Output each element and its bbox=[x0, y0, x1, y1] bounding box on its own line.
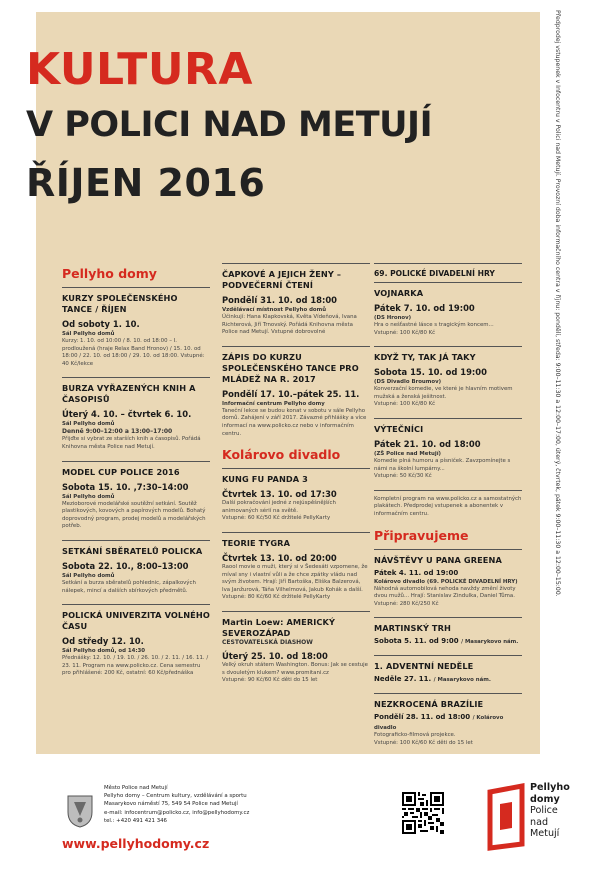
event-venue: Sál Pellyho domů bbox=[62, 493, 115, 500]
event-date: Pondělí 31. 10. od 18:00 bbox=[222, 295, 338, 305]
website-link[interactable]: www.pellyhodomy.cz bbox=[62, 836, 210, 851]
event-title: KURZY SPOLEČENSKÉHO TANCE / ŘÍJEN bbox=[62, 293, 178, 314]
event-title: 1. ADVENTNÍ NEDĚLE bbox=[374, 661, 474, 672]
event-venue: Informační centrum Pellyho domy bbox=[222, 400, 325, 407]
footer bbox=[36, 780, 570, 880]
event-date: Čtvrtek 13. 10. od 20:00 bbox=[222, 552, 337, 563]
divider bbox=[62, 461, 210, 462]
event-title: ZÁPIS DO KURZU SPOLEČENSKÉHO TANCE PRO MLÁDEŽ NA R. 2017 bbox=[222, 351, 359, 384]
address-block bbox=[104, 784, 304, 825]
divider bbox=[222, 468, 370, 469]
divider bbox=[374, 549, 522, 550]
event-text: Účinkují: Hana Klapkovská, Květa Vídeňová, Ivana Richterová, Jiří Trnovský. Pořádá Knihovna města Police nad Metují. Vstupné dobrovolné bbox=[222, 314, 357, 336]
event-item bbox=[222, 617, 370, 685]
event-item bbox=[62, 467, 210, 531]
event-date: Od soboty 1. 10. bbox=[62, 319, 140, 329]
divider bbox=[374, 418, 522, 419]
event-text: Náhodná automobilová nehoda navždy změní životy dvou mužů... Hrají: Stanislav Zindulka, Daniel Tůma. bbox=[374, 585, 516, 600]
event-item bbox=[374, 623, 522, 646]
event-title: MARTINSKÝ TRH bbox=[374, 623, 451, 634]
event-item bbox=[62, 293, 210, 368]
title-block bbox=[26, 44, 496, 212]
event-date: Čtvrtek 13. 10. od 17:30 bbox=[222, 489, 337, 500]
event-text: Setkání a burza sběratelů pohlednic, zápalkových nálepek, mincí a dalších sbírkových předmětů. bbox=[62, 579, 196, 594]
event-venue: Sál Pellyho domů bbox=[62, 331, 115, 337]
event-date-text: Neděle 27. 11. bbox=[374, 675, 432, 684]
event-item bbox=[374, 288, 522, 337]
address-line: Pellyho domy – Centrum kultury, vzdělávání a sportu bbox=[104, 793, 247, 800]
logo-line: nad bbox=[530, 816, 549, 828]
event-item bbox=[222, 538, 370, 602]
event-title: MODEL CUP POLICE 2016 bbox=[62, 466, 180, 477]
event-venue: Sál Pellyho domů bbox=[62, 572, 115, 579]
divider bbox=[374, 655, 522, 656]
event-venue: / Kolárovo divadlo bbox=[374, 715, 504, 732]
divider bbox=[222, 532, 370, 533]
event-title: VÝTEČNÍCI bbox=[374, 423, 424, 434]
title-town: V POLICI NAD METUJÍ bbox=[26, 105, 433, 145]
event-price: Vstupné: 100 Kč/80 Kč bbox=[374, 401, 436, 408]
address-line: e-mail: infocentrum@policko.cz, info@pellyhodomy.cz bbox=[104, 809, 250, 816]
logo-line: domy bbox=[530, 793, 560, 805]
divider bbox=[374, 282, 522, 283]
event-item bbox=[374, 555, 522, 609]
event-text: Přijďte si vybrat ze starších knih a časopisů. Pořádá Knihovna města Police nad Metují. bbox=[62, 436, 201, 450]
title-month: ŘÍJEN 2016 bbox=[26, 161, 266, 205]
event-item bbox=[374, 352, 522, 409]
logo-line: Metují bbox=[530, 828, 560, 839]
event-price: Vstupné: 280 Kč/250 Kč bbox=[374, 600, 439, 607]
event-venue: Sál Pellyho domů bbox=[62, 421, 115, 428]
event-text: Velký okruh státem Washington. Bonus: Jak se cestuje s dvouletým klukem? www.promitani.cz bbox=[222, 661, 368, 676]
event-venue: Vzdělávací místnost Pellyho domů bbox=[222, 307, 327, 313]
event-item bbox=[222, 474, 370, 523]
divider bbox=[62, 377, 210, 378]
event-date-text: Sobota 5. 11. od 9:00 bbox=[374, 637, 459, 646]
column-pellyho-domy bbox=[62, 260, 210, 687]
event-date: Od středy 12. 10. bbox=[62, 636, 144, 647]
event-date: Pátek 7. 10. od 19:00 bbox=[374, 303, 475, 313]
event-title: POLICKÁ UNIVERZITA VOLNÉHO ČASU bbox=[62, 610, 210, 632]
pellyho-domy-logo-icon bbox=[486, 782, 526, 852]
divider bbox=[374, 490, 522, 491]
event-title: TEORIE TYGRA bbox=[222, 537, 291, 548]
event-venue: Sál Pellyho domů, od 14:30 bbox=[62, 648, 146, 655]
qr-code-icon bbox=[402, 792, 444, 834]
event-date bbox=[374, 636, 522, 646]
event-hours: Denně 9:00–12:00 a 13:00–17:00 bbox=[62, 428, 173, 436]
divider bbox=[374, 693, 522, 694]
event-text: Kurzy: 1. 10. od 10:00 / 8. 10. od 18:00 – I. prodloužená (hraje Relax Band Hronov) / 15. 10. od 18:00 / 22. 10. od 18:00 / 29. 10. od 18:00. Vstupné: 40 Kč/lekce bbox=[62, 338, 205, 367]
event-item bbox=[62, 546, 210, 595]
divider bbox=[374, 263, 522, 264]
divider bbox=[222, 263, 370, 264]
event-date: Úterý 4. 10. – čtvrtek 6. 10. bbox=[62, 409, 192, 420]
event-text: Raool movie o muži, který si v Šedesáti vzpomene, že míval sny i vlastní vůli a že chce zpátky vládu nad svým životem. Hrají: Jiří Bartoška, Eliška Balzerová, Iva Janžurová, Táňa Vilhelmová, Jakub Kohák a další. bbox=[222, 563, 368, 593]
title-kultura: KULTURA bbox=[26, 44, 253, 95]
program-note: Kompletní program na www.policko.cz a samostatných plakátech. Předprodej vstupenek a abonentek v informačním centru. bbox=[374, 495, 522, 517]
event-price: Vstupné: 90 Kč/60 Kč děti do 15 let bbox=[222, 677, 318, 684]
column-right bbox=[374, 260, 522, 757]
event-title: KDYŽ TY, TAK JÁ TAKY bbox=[374, 352, 476, 363]
event-date: Úterý 25. 10. od 18:00 bbox=[222, 650, 328, 661]
side-note bbox=[549, 10, 563, 750]
divider bbox=[62, 604, 210, 605]
event-date bbox=[374, 674, 522, 684]
event-date: Sobota 15. 10. od 19:00 bbox=[374, 367, 487, 378]
event-item bbox=[374, 699, 522, 747]
pellyho-domy-logo-text bbox=[530, 782, 570, 840]
event-venue: / Masarykovo nám. bbox=[461, 639, 519, 646]
event-title: SETKÁNÍ SBĚRATELŮ POLICKA bbox=[62, 545, 203, 556]
event-item bbox=[374, 424, 522, 481]
column-middle bbox=[222, 260, 370, 694]
event-price: Vstupné: 100 Kč/60 Kč děti do 15 let bbox=[374, 739, 473, 746]
side-note-text: Předprodej vstupenek v Infocentru v Polici nad Metují. Provozní doba informačního centra v říjnu: pondělí, středa: 9:00–11:30 a 12:00–17:00, úterý, čtvrtek, pátek 9:00–11:30 a 12:00–15:00. bbox=[554, 10, 561, 597]
divider bbox=[374, 346, 522, 347]
divider bbox=[62, 540, 210, 541]
event-text: Přednášky: 12. 10. / 19. 10. / 26. 10. / 2. 11. / 16. 11. / 23. 11. Program na www.policko.cz. Cena semestru pro přihlášené: 200 Kč, ostatní: 60 Kč/přednáška bbox=[62, 655, 209, 677]
event-item bbox=[62, 383, 210, 451]
event-date: Pátek 21. 10. od 18:00 bbox=[374, 438, 481, 449]
section-title: Připravujeme bbox=[374, 527, 469, 543]
event-item bbox=[222, 352, 370, 438]
address-line: tel.: +420 491 421 346 bbox=[104, 817, 167, 824]
event-title: VOJNARKA bbox=[374, 288, 424, 298]
coat-of-arms-icon bbox=[66, 794, 94, 828]
event-price: Vstupné: 80 Kč/60 Kč držitelé PellyKarty bbox=[222, 594, 331, 601]
event-text: Další pokračování jedné z nejúspěšnějších animovaných sérií na světě. bbox=[222, 500, 336, 514]
event-subtitle: CESTOVATELSKÁ DIASHOW bbox=[222, 638, 313, 646]
event-text: Hra o nešťastné lásce s tragickým koncem... bbox=[374, 322, 494, 328]
section-title: Pellyho domy bbox=[62, 266, 157, 281]
logo-line: Pellyho bbox=[530, 782, 570, 793]
event-title: NÁVŠTĚVY U PANA GREENA bbox=[374, 554, 502, 565]
event-title: ČAPKOVÉ A JEJICH ŽENY – PODVEČERNÍ ČTENÍ bbox=[222, 269, 342, 290]
logo-line: Police bbox=[530, 805, 558, 816]
event-venue: (ZŠ Police nad Metují) bbox=[374, 450, 442, 457]
event-price: Vstupné: 60 Kč/50 Kč držitelé PellyKarty bbox=[222, 515, 331, 522]
event-text: Taneční lekce se budou konat v sobotu v sále Pellyho domů. Zahájení v září 2017. Závazné přihlášky a více informací na www.policko.cz nebo v informačním centru. bbox=[222, 407, 367, 437]
address-line: Masarykovo náměstí 75, 549 54 Police nad Metují bbox=[104, 801, 238, 808]
event-date: Sobota 22. 10., 8:00–13:00 bbox=[62, 560, 189, 571]
event-venue: Kolárovo divadlo (69. POLICKÉ DIVADELNÍ HRY) bbox=[374, 578, 518, 585]
event-title: KUNG FU PANDA 3 bbox=[222, 474, 308, 485]
section-title: Kolárovo divadlo bbox=[222, 447, 341, 463]
event-date: Sobota 15. 10. ,7:30–14:00 bbox=[62, 481, 189, 492]
event-date: Pátek 4. 11. od 19:00 bbox=[374, 568, 459, 577]
event-text: Komedie plná humoru a písniček. Zavzpomínejte s námi na školní lumpárny... bbox=[374, 457, 511, 472]
event-date-text: Pondělí 28. 11. od 18:00 bbox=[374, 713, 471, 722]
event-item bbox=[222, 269, 370, 337]
event-item bbox=[62, 610, 210, 678]
event-venue: / Masarykovo nám. bbox=[433, 677, 491, 684]
event-text: Konverzační komedie, ve které je hlavním motivem mužská a ženská ješitnost. bbox=[374, 386, 513, 400]
event-title: Martin Loew: AMERICKÝ SEVEROZÁPAD bbox=[222, 616, 336, 638]
event-title: NEZKROCENÁ BRAZÍLIE bbox=[374, 699, 484, 710]
divider bbox=[62, 287, 210, 288]
divider bbox=[222, 611, 370, 612]
event-text: Fotograficko-filmová projekce. bbox=[374, 732, 456, 739]
festival-title: 69. POLICKÉ DIVADELNÍ HRY bbox=[374, 269, 495, 278]
event-text: Mezioborové modelářské soutěžní setkání. Soutěž plastikových, kovových a papírových modelů. Bohatý doprovodný program, prodej modelů a modelářských potřeb. bbox=[62, 500, 206, 530]
event-venue: (DS Divadlo Broumov) bbox=[374, 379, 442, 386]
divider bbox=[222, 346, 370, 347]
event-date bbox=[374, 712, 522, 732]
event-venue: (DS Hronov) bbox=[374, 315, 412, 321]
event-price: Vstupné: 50 Kč/30 Kč bbox=[374, 473, 432, 480]
address-line: Město Police nad Metují bbox=[104, 785, 168, 791]
divider bbox=[374, 617, 522, 618]
event-title: BURZA VYŘAZENÝCH KNIH A ČASOPISŮ bbox=[62, 383, 196, 405]
event-price: Vstupné: 100 Kč/80 Kč bbox=[374, 329, 436, 336]
event-item bbox=[374, 661, 522, 684]
event-date: Pondělí 17. 10.–pátek 25. 11. bbox=[222, 388, 360, 399]
